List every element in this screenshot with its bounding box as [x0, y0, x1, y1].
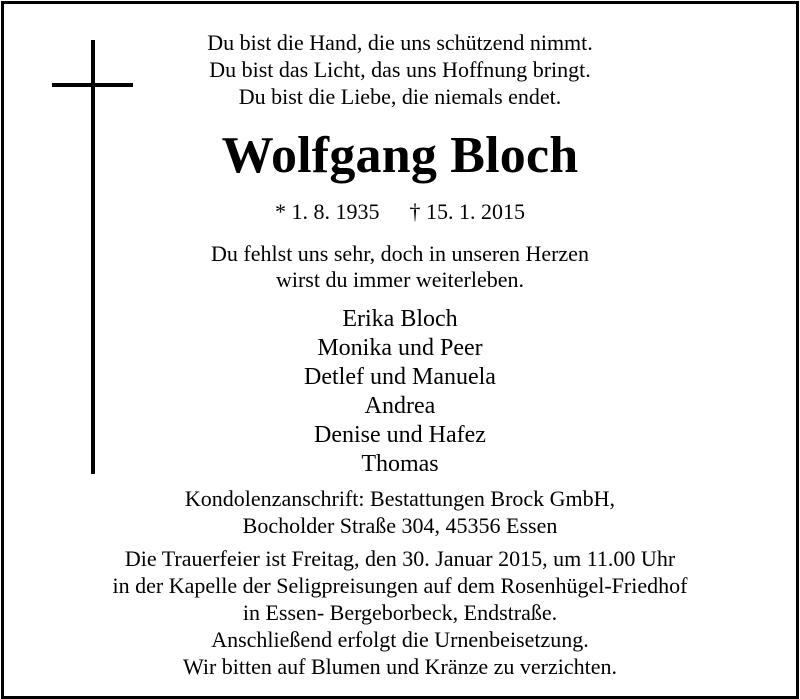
deceased-name: Wolfgang Bloch: [221, 127, 579, 184]
death-date: † 15. 1. 2015: [409, 199, 525, 224]
family-member: Thomas: [361, 451, 439, 477]
service-line-4: Anschließend erfolgt die Urnenbeisetzung.: [211, 627, 589, 652]
service-line-1: Die Trauerfeier ist Freitag, den 30. Januar 2015, um 11.00 Uhr: [124, 546, 676, 571]
birth-date: * 1. 8. 1935: [275, 199, 380, 224]
service-line-2: in der Kapelle der Seligpreisungen auf dem Rosenhügel-Friedhof: [112, 573, 688, 598]
service-line-3: in Essen- Bergeborbeck, Endstraße.: [242, 600, 558, 625]
condolence-line-1: Kondolenzanschrift: Bestattungen Brock GmbH,: [184, 486, 616, 511]
poem-line-2: Du bist das Licht, das uns Hoffnung bringt.: [209, 57, 591, 82]
poem-line-3: Du bist die Liebe, die niemals endet.: [238, 84, 562, 109]
family-member: Denise und Hafez: [314, 422, 486, 448]
family-member: Detlef und Manuela: [304, 364, 496, 390]
condolence-line-2: Bocholder Straße 304, 45356 Essen: [242, 513, 558, 538]
life-dates: [0, 199, 800, 225]
service-line-5: Wir bitten auf Blumen und Kränze zu verzichten.: [182, 654, 618, 679]
tribute-line-2: wirst du immer weiterleben.: [275, 267, 525, 292]
poem-line-1: Du bist die Hand, die uns schützend nimmt.: [207, 30, 593, 55]
family-member: Erika Bloch: [342, 306, 458, 332]
family-member: Monika und Peer: [317, 335, 483, 361]
tribute-line-1: Du fehlst uns sehr, doch in unseren Herzen: [211, 241, 589, 266]
family-member: Andrea: [364, 393, 436, 419]
